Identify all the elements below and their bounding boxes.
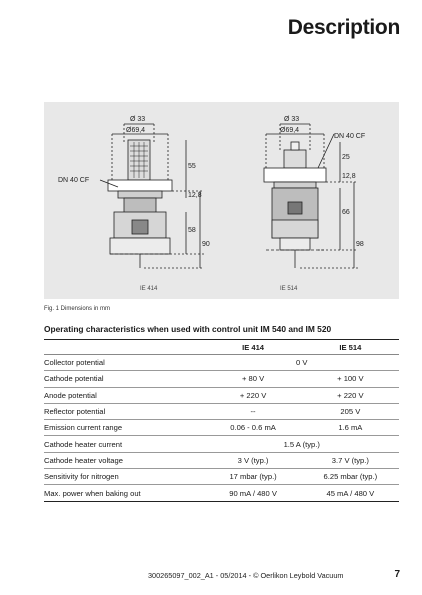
right-flange-label: DN 40 CF (334, 133, 366, 140)
header-parameter (44, 340, 204, 355)
right-dim-66: 66 (342, 209, 350, 216)
right-drawing-label: IE 514 (280, 286, 298, 292)
header-ie414: IE 414 (204, 340, 301, 355)
table-row (44, 371, 399, 387)
table-row (44, 485, 399, 501)
row-value-ie514: 1.6 mA (302, 420, 399, 436)
row-value-ie414: + 80 V (204, 371, 301, 387)
row-value-ie414: 0.06 - 0.6 mA (204, 420, 301, 436)
right-dim-12-8: 12,8 (342, 173, 356, 180)
right-dim-flange: Ø69,4 (280, 127, 300, 134)
left-dim-12-8: 12,8 (188, 192, 202, 199)
row-label: Cathode heater voltage (44, 452, 204, 468)
page-footer: 300265097_002_A1 - 05/2014 - © Oerlikon Leybold Vacuum (148, 571, 344, 580)
dimension-drawing (44, 102, 399, 299)
right-dim-98: 98 (356, 241, 364, 248)
dimension-figure (44, 102, 399, 299)
table-row (44, 436, 399, 452)
operating-characteristics-table (44, 339, 399, 502)
row-label: Sensitivity for nitrogen (44, 469, 204, 485)
row-value-shared: 0 V (204, 355, 399, 371)
table-row (44, 387, 399, 403)
table-title: Operating characteristics when used with control unit IM 540 and IM 520 (44, 324, 332, 334)
left-dim-flange: Ø69,4 (126, 127, 146, 134)
left-flange-label: DN 40 CF (58, 177, 90, 184)
row-label: Reflector potential (44, 403, 204, 419)
left-dim-90: 90 (202, 241, 210, 248)
row-label: Collector potential (44, 355, 204, 371)
row-value-shared: 1.5 A (typ.) (204, 436, 399, 452)
row-value-ie414: -- (204, 403, 301, 419)
table-row (44, 469, 399, 485)
left-dim-58: 58 (188, 227, 196, 234)
table-row (44, 355, 399, 371)
left-dim-top: Ø 33 (130, 116, 146, 123)
row-value-ie514: 3.7 V (typ.) (302, 452, 399, 468)
figure-caption: Fig. 1 Dimensions in mm (44, 306, 111, 312)
row-value-ie514: 205 V (302, 403, 399, 419)
header-ie514: IE 514 (302, 340, 399, 355)
row-label: Anode potential (44, 387, 204, 403)
row-label: Cathode heater current (44, 436, 204, 452)
row-value-ie414: + 220 V (204, 387, 301, 403)
table-row (44, 420, 399, 436)
row-label: Max. power when baking out (44, 485, 204, 501)
right-dim-25: 25 (342, 154, 350, 161)
left-drawing-label: IE 414 (140, 286, 158, 292)
right-dim-top: Ø 33 (284, 116, 300, 123)
row-value-ie414: 90 mA / 480 V (204, 485, 301, 501)
row-value-ie414: 17 mbar (typ.) (204, 469, 301, 485)
table-row (44, 452, 399, 468)
page-title: Description (287, 16, 400, 39)
row-label: Cathode potential (44, 371, 204, 387)
row-value-ie414: 3 V (typ.) (204, 452, 301, 468)
row-value-ie514: + 220 V (302, 387, 399, 403)
row-label: Emission current range (44, 420, 204, 436)
table-header-row (44, 340, 399, 355)
row-value-ie514: + 100 V (302, 371, 399, 387)
left-dim-55: 55 (188, 163, 196, 170)
page-number: 7 (394, 569, 400, 580)
table-row (44, 403, 399, 419)
row-value-ie514: 6.25 mbar (typ.) (302, 469, 399, 485)
row-value-ie514: 45 mA / 480 V (302, 485, 399, 501)
